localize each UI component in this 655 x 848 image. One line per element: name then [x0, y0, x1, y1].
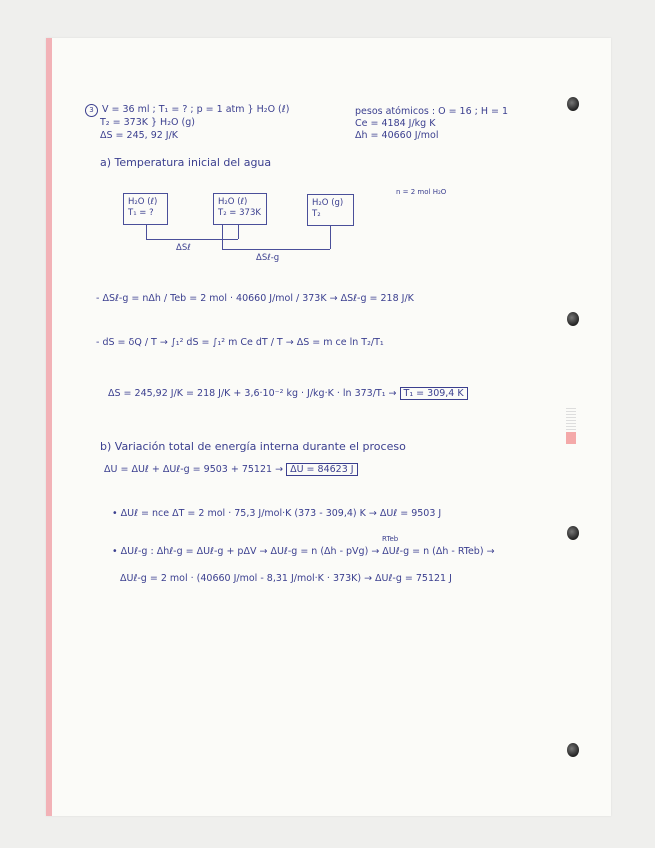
- moles-note: n = 2 mol H₂O: [396, 188, 447, 196]
- problem-number: 3: [85, 104, 98, 117]
- equation-b2: • ΔUℓ = nce ΔT = 2 mol · 75,3 J/mol·K (373 - 309,4) K → ΔUℓ = 9503 J: [112, 508, 442, 519]
- connector: [146, 225, 147, 239]
- equation-b4: ΔUℓ-g = 2 mol · (40660 J/mol - 8,31 J/mol·K · 373K) → ΔUℓ-g = 75121 J: [120, 573, 452, 584]
- connector: [222, 225, 223, 249]
- result-t1: T₁ = 309,4 K: [400, 387, 468, 400]
- constants-line-3: Δh = 40660 J/mol: [355, 130, 439, 141]
- equation-b1: ΔU = ΔUℓ + ΔUℓ-g = 9503 + 75121 → ΔU = 84623 J: [104, 464, 358, 476]
- part-a-title: a) Temperatura inicial del agua: [100, 156, 272, 169]
- connector: [222, 249, 330, 250]
- result-delta-u: ΔU = 84623 J: [286, 463, 358, 476]
- equation-a1: - ΔSℓ-g = nΔh / Teb = 2 mol · 40660 J/mol / 373K → ΔSℓ-g = 218 J/K: [96, 293, 414, 304]
- binder-hole: [567, 312, 579, 326]
- state-box-3: H₂O (g) T₂: [307, 194, 354, 226]
- page-tab-lines: [566, 408, 576, 430]
- binder-hole: [567, 526, 579, 540]
- binder-hole: [567, 743, 579, 757]
- rteb-note: RTeb: [382, 535, 399, 543]
- connector: [330, 226, 331, 249]
- given-line-3: ΔS = 245, 92 J/K: [100, 130, 179, 141]
- state-box-2: H₂O (ℓ) T₂ = 373K: [213, 193, 267, 225]
- margin-strip: [46, 38, 52, 816]
- state-box-1: H₂O (ℓ) T₁ = ?: [123, 193, 168, 225]
- binder-hole: [567, 97, 579, 111]
- delta-s-vaporization-label: ΔSℓ-g: [256, 253, 280, 263]
- constants-line-2: Ce = 4184 J/kg K: [355, 118, 436, 129]
- equation-a2: - dS = δQ / T → ∫₁² dS = ∫₁² m Ce dT / T → ΔS = m ce ln T₂/T₁: [96, 337, 384, 348]
- equation-b3: • ΔUℓ-g : Δhℓ-g = ΔUℓ-g + pΔV → ΔUℓ-g = n (Δh - pVg) → ΔUℓ-g = n (Δh - RTeb) →: [112, 546, 495, 557]
- connector: [238, 225, 239, 239]
- delta-s-liquid-label: ΔSℓ: [176, 243, 191, 253]
- part-b-title: b) Variación total de energía interna durante el proceso: [100, 440, 406, 453]
- page-tab: [566, 432, 576, 444]
- given-line-1: 3 V = 36 ml ; T₁ = ? ; p = 1 atm } H₂O (ℓ): [85, 104, 289, 117]
- connector: [146, 239, 238, 240]
- given-line-2: T₂ = 373K } H₂O (g): [100, 117, 195, 128]
- notebook-page: [46, 38, 611, 816]
- equation-a3: ΔS = 245,92 J/K = 218 J/K + 3,6·10⁻² kg · J/kg·K · ln 373/T₁ → T₁ = 309,4 K: [108, 388, 468, 400]
- constants-line-1: pesos atómicos : O = 16 ; H = 1: [355, 106, 509, 117]
